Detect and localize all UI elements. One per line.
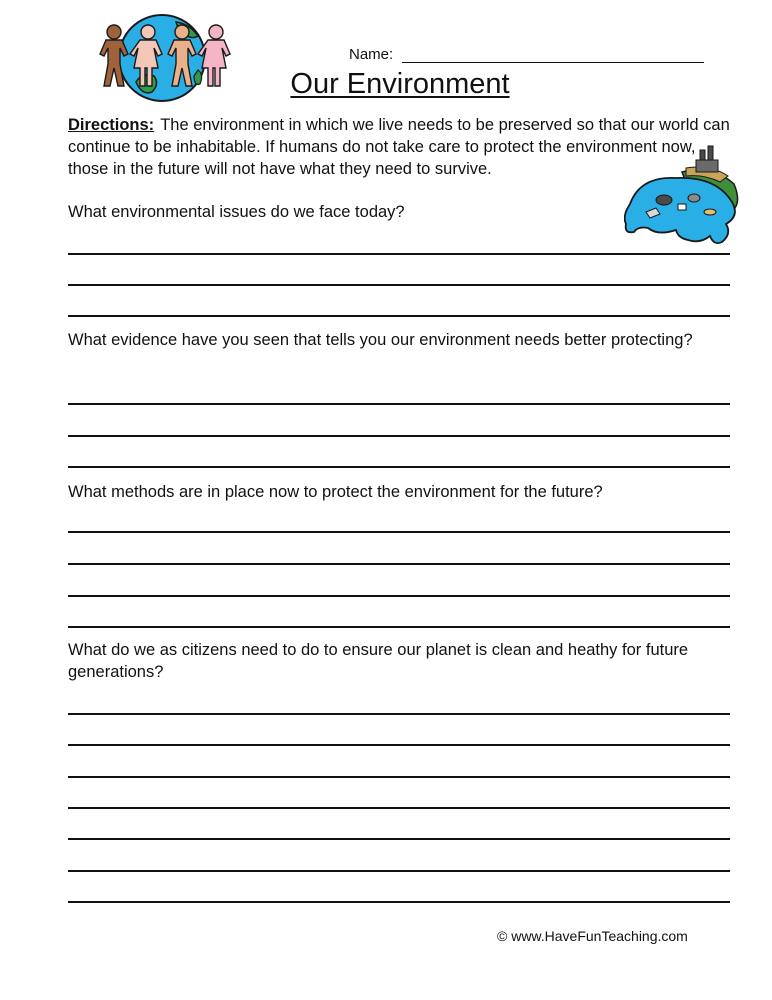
answer-line xyxy=(68,626,730,628)
answer-line xyxy=(68,901,730,903)
copyright-footer: © www.HaveFunTeaching.com xyxy=(497,928,688,944)
answer-line xyxy=(68,403,730,405)
answer-line xyxy=(68,595,730,597)
name-write-line xyxy=(402,62,704,63)
answer-line xyxy=(68,435,730,437)
question-1: What environmental issues do we face today? xyxy=(68,203,405,221)
answer-line xyxy=(68,253,730,255)
answer-line xyxy=(68,713,730,715)
answer-line xyxy=(68,563,730,565)
answer-line xyxy=(68,807,730,809)
answer-line xyxy=(68,838,730,840)
answer-line xyxy=(68,284,730,286)
name-label: Name: xyxy=(349,46,394,63)
answer-line xyxy=(68,776,730,778)
answer-line xyxy=(68,466,730,468)
answer-line xyxy=(68,315,730,317)
directions-text: The environment in which we live needs to be preserved so that our world can continue to be inhabitable. If humans do not take care to protect the environment now, those in the future will not have what they need to survive. xyxy=(68,116,730,178)
page-title: Our Environment xyxy=(290,68,510,100)
directions xyxy=(68,114,736,180)
question-3: What methods are in place now to protect the environment for the future? xyxy=(68,483,603,501)
answer-line xyxy=(68,744,730,746)
name-field xyxy=(349,44,709,66)
question-2: What evidence have you seen that tells you our environment needs better protecting? xyxy=(68,331,693,349)
answer-line xyxy=(68,870,730,872)
question-4: What do we as citizens need to do to ensure our planet is clean and heathy for future generations? xyxy=(68,641,689,681)
directions-label: Directions: xyxy=(68,116,155,134)
answer-line xyxy=(68,531,730,533)
